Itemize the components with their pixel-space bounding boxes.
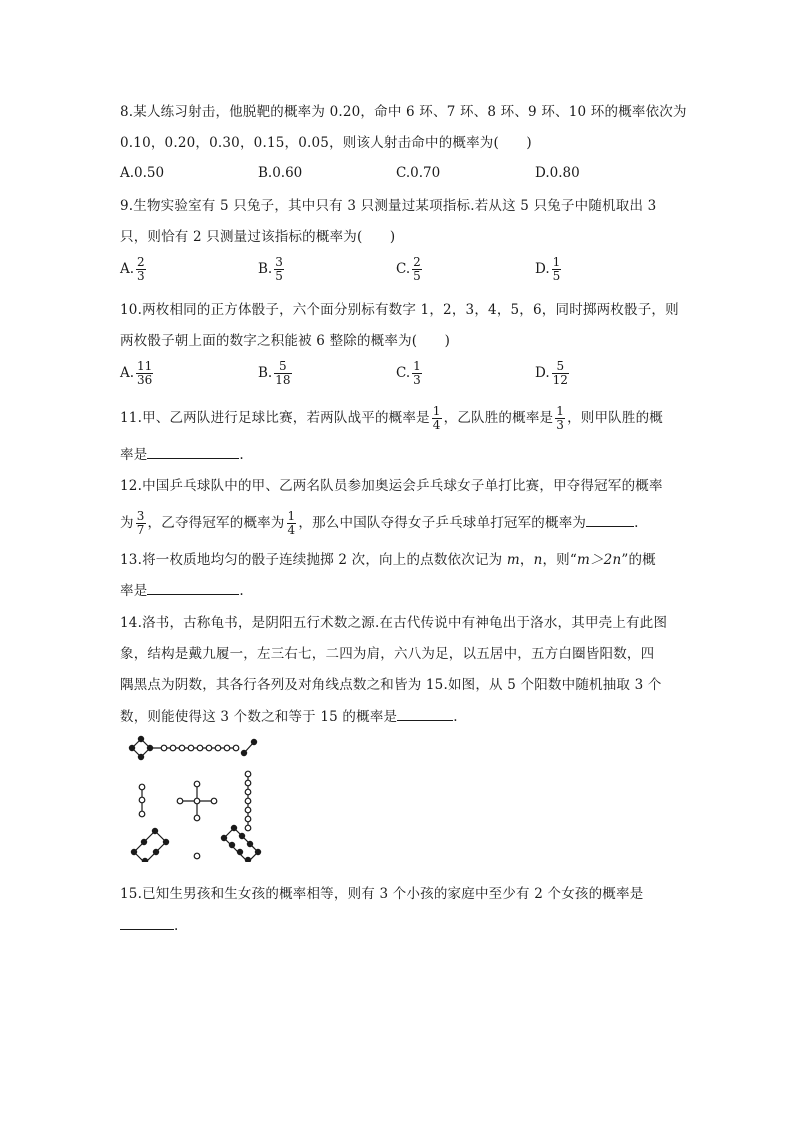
fraction: $\frac{3}{7}$ xyxy=(136,509,145,537)
option-label: D. xyxy=(535,261,550,277)
option-label: A. xyxy=(120,365,135,381)
fraction: $\frac{1}{4}$ xyxy=(287,509,296,537)
q14-line4: 数，则能使得这 3 个数之和等于 15 的概率是 . xyxy=(120,706,458,727)
fraction: $\frac{1}{4}$ xyxy=(432,404,441,432)
fraction: $\frac{3}{5}$ xyxy=(275,255,283,283)
luoshu-five-white-dots xyxy=(177,781,217,821)
q8-line2: 0.10，0.20，0.30，0.15，0.05，则该人射击命中的概率为( ) xyxy=(120,135,532,151)
q9-line1: 9.生物实验室有 5 只兔子，其中只有 3 只测量过某项指标.若从这 5 只兔子中随机取出 3 xyxy=(120,198,657,214)
option-label: C. xyxy=(396,365,411,381)
q14-line2: 象，结构是戴九履一，左三右七，二四为肩，六八为足，以五居中，五方白圈皆阳数，四 xyxy=(120,646,655,662)
luoshu-six-black-dots xyxy=(131,828,168,862)
q13-line1: 13.将一枚质地均匀的骰子连续抛掷 2 次，向上的点数依次记为 m，n，则“m＞2n”的概 xyxy=(120,552,656,568)
luoshu-one-white-dot xyxy=(194,853,200,859)
fraction: $\frac{1}{3}$ xyxy=(413,359,421,387)
fraction: $\frac{5}{18}$ xyxy=(275,359,291,387)
q15-line1: 15.已知生男孩和生女孩的概率相等，则有 3 个小孩的家庭中至少有 2 个女孩的概率是 xyxy=(120,886,644,902)
q9-option-a xyxy=(120,256,148,283)
option-label: C. xyxy=(396,261,411,277)
q8-option-a: A.0.50 xyxy=(120,165,165,181)
answer-blank[interactable] xyxy=(397,706,453,721)
luoshu-seven-white-dots xyxy=(245,771,251,831)
answer-blank[interactable] xyxy=(586,512,634,527)
q8-line1: 8.某人练习射击，他脱靶的概率为 0.20，命中 6 环、7 环、8 环、9 环、10 环的概率依次为 xyxy=(120,104,687,120)
luoshu-three-white-dots xyxy=(139,784,145,817)
option-label: A. xyxy=(120,261,135,277)
q14-line3: 隅黑点为阴数，其各行各列及对角线点数之和皆为 15.如图，从 5 个阳数中随机抽取 3 个 xyxy=(120,677,662,693)
q12-line1: 12.中国乒乓球队中的甲、乙两名队员参加奥运会乒乓球女子单打比赛，甲夺得冠军的概率 xyxy=(120,478,663,494)
answer-blank[interactable] xyxy=(147,580,239,595)
fraction: $\frac{11}{36}$ xyxy=(137,359,153,387)
q9-option-b xyxy=(258,256,286,283)
q10-option-a xyxy=(120,360,155,387)
fraction: $\frac{1}{5}$ xyxy=(552,255,561,283)
q10-line1: 10.两枚相同的正方体骰子，六个面分别标有数字 1，2，3，4，5，6，同时掷两枚骰子，则 xyxy=(120,302,679,318)
q10-line2: 两枚骰子朝上面的数字之积能被 6 整除的概率为( ) xyxy=(120,333,451,349)
q11-line1: 11.甲、乙两队进行足球比赛，若两队战平的概率是 $\frac{1}{4}$ ，乙队胜的概率是 $\frac{1}{3}$ ，则甲队胜的概 xyxy=(120,404,663,432)
fraction: $\frac{2}{5}$ xyxy=(413,255,421,283)
option-label: D. xyxy=(535,365,550,381)
answer-blank[interactable] xyxy=(147,444,239,459)
fraction: $\frac{2}{3}$ xyxy=(137,255,145,283)
q15-line2: . xyxy=(120,915,179,936)
luoshu-figure xyxy=(128,732,263,862)
q10-option-d xyxy=(535,360,571,387)
q12-line2: 为 $\frac{3}{7}$ ，乙夺得冠军的概率为 $\frac{1}{4}$ ，那么中国队夺得女子乒乓球单打冠军的概率为 . xyxy=(120,509,639,537)
q8-option-c: C.0.70 xyxy=(396,165,441,181)
q9-option-d xyxy=(535,256,563,283)
q9-option-c xyxy=(396,256,424,283)
fraction: $\frac{1}{3}$ xyxy=(556,404,565,432)
q10-option-c xyxy=(396,360,424,387)
luoshu-two-black-dots xyxy=(241,739,256,755)
fraction: $\frac{5}{12}$ xyxy=(552,359,568,387)
luoshu-nine-white-dots xyxy=(150,745,239,751)
q11-line2: 率是 . xyxy=(120,444,244,465)
q14-line1: 14.洛书，古称龟书，是阴阳五行术数之源.在古代传说中有神龟出于洛水，其甲壳上有此图 xyxy=(120,615,668,631)
q8-option-d: D.0.80 xyxy=(535,165,580,181)
q13-line2: 率是 . xyxy=(120,580,244,601)
option-label: B. xyxy=(258,365,273,381)
q10-option-b xyxy=(258,360,294,387)
option-label: B. xyxy=(258,261,273,277)
q9-line2: 只，则恰有 2 只测量过该指标的概率为( ) xyxy=(120,229,396,245)
luoshu-eight-black-dots xyxy=(221,825,260,862)
q8-option-b: B.0.60 xyxy=(258,165,303,181)
answer-blank[interactable] xyxy=(120,915,174,930)
luoshu-four-black-dots xyxy=(129,736,152,759)
